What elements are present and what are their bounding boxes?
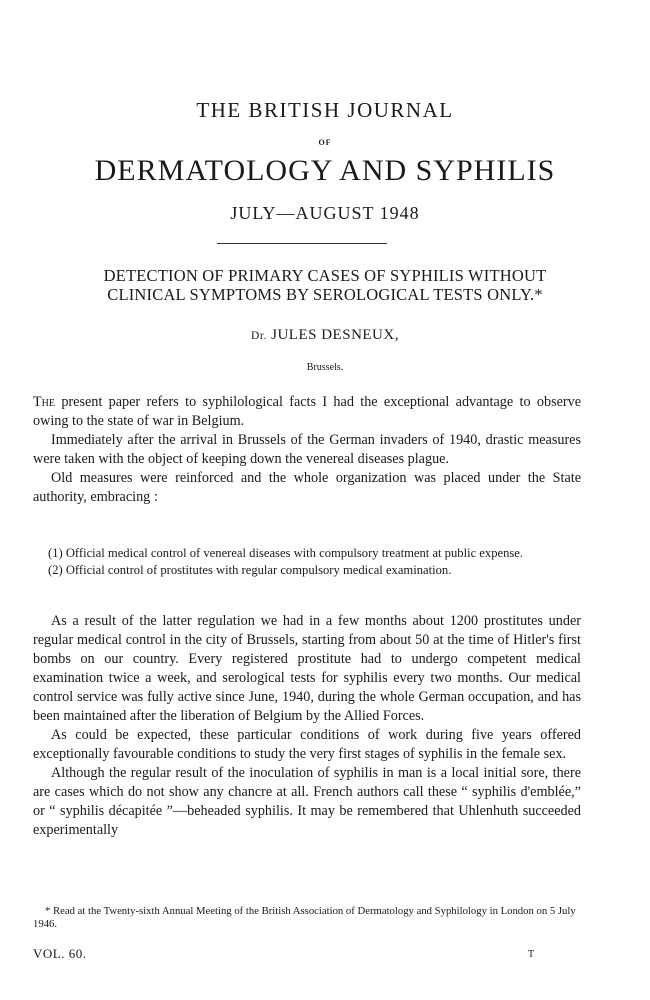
paragraph-1-text: present paper refers to syphilological facts I had the exceptional advantage to observe owing to the state of war in Belgium. [33,394,581,429]
paragraph-4: As a result of the latter regulation we had in a few months about 1200 prostitutes under regular medical control in the city of Brussels, starting from about 50 at the time of Hitler's first bombs on our country. Every registered prostitute had to undergo competent medical examination twice a week, and serological tests for syphilis every two months. Our medical control service was fully active since June, 1940, during the whole German occupation, and has been maintained after the liberation of Belgium by the Allied Forces. [33,613,581,724]
list-item-2: (2) Official control of prostitutes with regular compulsory medical examination. [48,562,452,577]
author-prefix: Dr. [251,330,267,342]
author-location: Brussels. [306,362,344,373]
title-rule [217,243,387,244]
paragraph-6: Although the regular result of the inoculation of syphilis in man is a local initial sore, there are cases which do not show any chancre at all. French authors call these “ syphilis d'emblée,” or “ syphilis décapitée ”—beheaded syphilis. It may be remembered that Uhlenhuth succeeded experimentally [33,765,581,838]
journal-title: THE BRITISH JOURNAL [196,98,454,122]
main-text [33,612,581,840]
journal-subtitle: DERMATOLOGY AND SYPHILIS [94,154,556,187]
paragraph-3: Old measures were reinforced and the whole organization was placed under the State authority, embracing : [33,470,581,505]
measures-list [33,546,581,577]
list-item-1: (1) Official medical control of venereal diseases with compulsory treatment at public expense. [48,546,524,560]
issue-date: JULY—AUGUST 1948 [230,203,420,223]
article-title [30,266,620,304]
journal-of: OF [318,138,332,147]
paragraph-5: As could be expected, these particular conditions of work during five years offered exceptionally favourable conditions to study the very first stages of syphilis in the female sex. [33,727,581,762]
intro-text [33,393,581,507]
paragraph-2: Immediately after the arrival in Brussels of the German invaders of 1940, drastic measures were taken with the object of keeping down the venereal diseases plague. [33,432,581,467]
paragraph-1 [33,393,581,431]
paragraph-1-lead: The [33,394,55,410]
article-title-line-1: DETECTION OF PRIMARY CASES OF SYPHILIS WITHOUT [103,266,547,285]
article-title-line-2: CLINICAL SYMPTOMS BY SEROLOGICAL TESTS ONLY.* [107,285,543,304]
footnote: * Read at the Twenty-sixth Annual Meeting of the British Association of Dermatology and Syphilology in London on 5 July 1946. [33,905,576,930]
author-name: JULES DESNEUX, [271,327,399,343]
author [0,327,650,344]
volume-number: VOL. 60. [33,946,87,961]
signature-mark: T [528,949,535,960]
